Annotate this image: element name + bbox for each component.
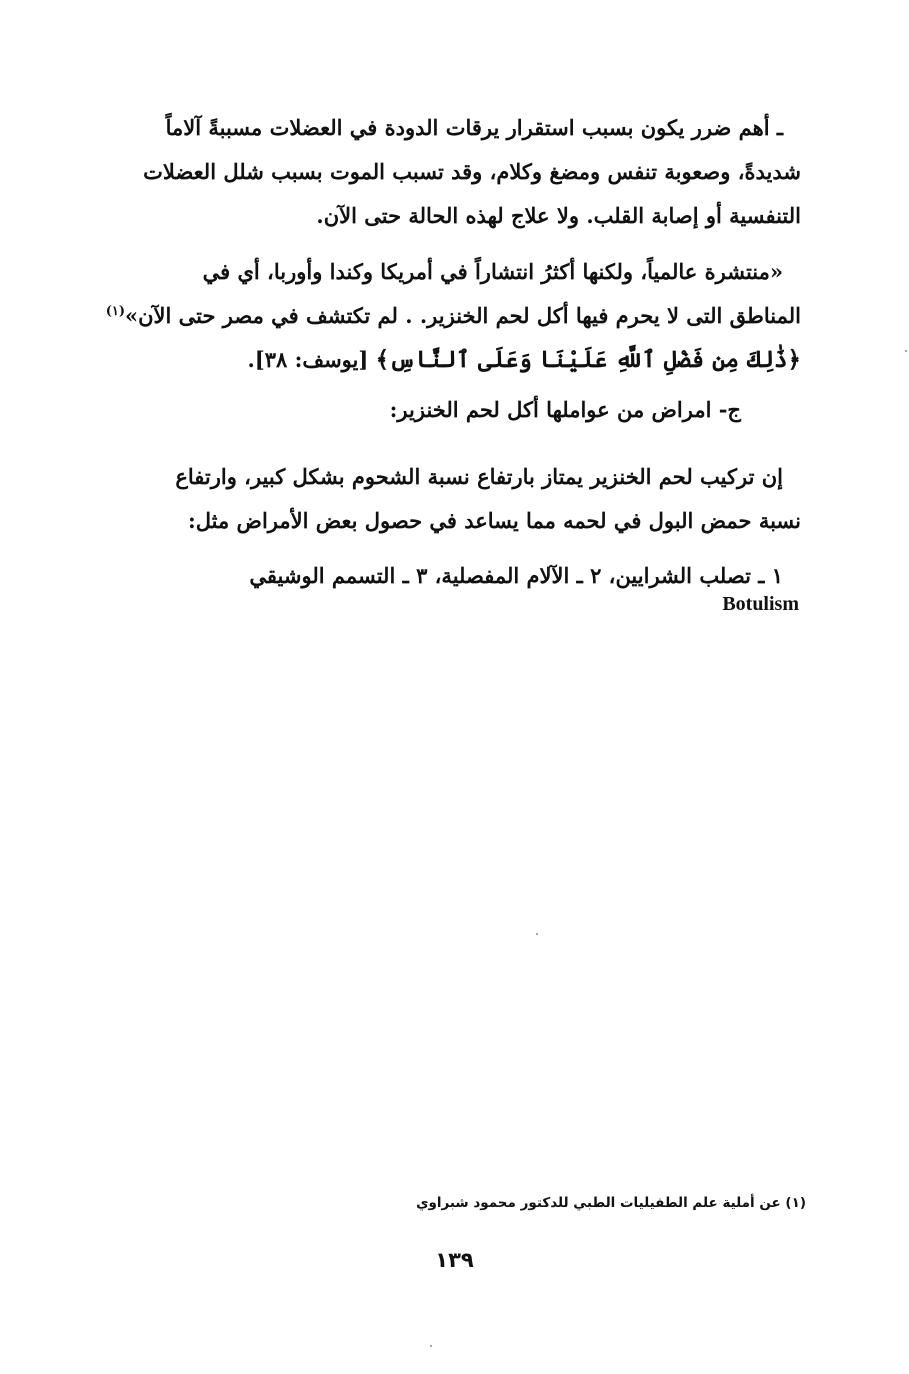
section-heading: ج- امراض من عواملها أكل لحم الخنزير: [389, 397, 741, 422]
text-line: نسبة حمض البول في لحمه مما يساعد في حصول بعض الأمراض مثل: [188, 508, 801, 533]
paragraph-disease-list [96, 554, 801, 598]
quran-reference: [يوسف: ٣٨]. [247, 347, 369, 372]
page-number: ١٣٩ [435, 1248, 474, 1272]
text-line [96, 294, 801, 338]
text-line: ـ أهم ضرر يكون بسبب استقرار يرقات الدودة في العضلات مسببةً آلاماً [165, 115, 783, 140]
quran-verse: ﴿ذَٰلِكَ مِن فَضْلِ ٱللَّهِ عَلَيْنَا وَعَلَى ٱلنَّاسِ﴾ [375, 346, 801, 373]
text-line: شديدةً، وصعوبة تنفس ومضغ وكلام، وقد تسبب الموت بسبب شلل العضلات [143, 159, 801, 184]
text-line: «منتشرة عالمياً، ولكنها أكثرُ انتشاراً في أمريكا وكندا وأوربا، أي في [202, 259, 783, 284]
paragraph-prevalence [96, 250, 801, 382]
footnote: (١) عن أملية علم الطفيليات الطبي للدكتور محمود شبراوي [416, 1195, 806, 1211]
paragraph-pork-composition [96, 455, 801, 543]
paragraph-trichinella-harm [96, 106, 801, 238]
scan-speck [430, 1345, 432, 1347]
text-line: التنفسية أو إصابة القلب. ولا علاج لهذه الحالة حتى الآن. [316, 203, 801, 228]
text-line: إن تركيب لحم الخنزير يمتاز بارتفاع نسبة الشحوم بشكل كبير، وارتفاع [175, 464, 783, 489]
scan-speck [536, 933, 538, 935]
quran-verse-line [96, 338, 801, 382]
section-heading-c [96, 388, 801, 432]
scan-speck [905, 350, 907, 352]
footnote-marker: (١) [105, 304, 125, 319]
latin-term-botulism: Botulism [722, 593, 799, 615]
disease-list-line: ١ ـ تصلب الشرايين، ٢ ـ الآلام المفصلية، ٣ ـ التسمم الوشيقي [249, 563, 783, 588]
text-segment: المناطق التى لا يحرم فيها أكل لحم الخنزير. . لم تكتشف في مصر حتى الآن» [124, 303, 801, 328]
